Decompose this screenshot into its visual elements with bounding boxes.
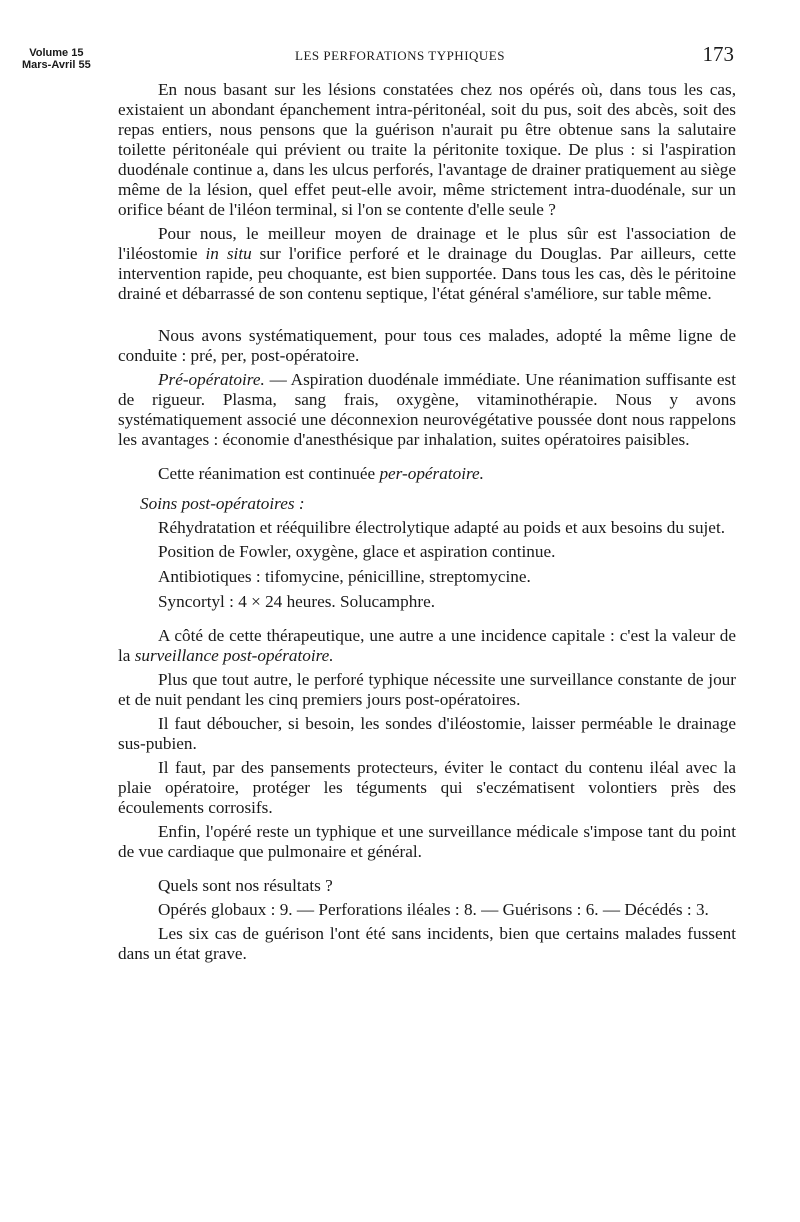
paragraph: Il faut déboucher, si besoin, les sondes d'iléostomie, laisser perméable le drainage sus-pubien. <box>118 714 736 753</box>
italic-heading: Pré-opératoire. <box>158 370 265 389</box>
paragraph: En nous basant sur les lésions constatées chez nos opérés où, dans tous les cas, existaient un abondant épanchement intra-péritonéal, soit du pus, soit des abcès, soit des repas entiers, nous pensons que la guérison n'aurait pu être obtenue sans la salutaire toilette péritonéale qui prévient ou traite la péritonite toxique. De plus : si l'aspiration duodénale continue a, dans les ulcus perforés, l'avantage de drainer pratiquement au siège même de la lésion, quel effet peut-elle avoir, même strictement intra-duodénale, sur un orifice béant de l'iléon terminal, si l'on se contente d'elle seule ? <box>118 80 736 219</box>
italic-heading: Soins post-opératoires : <box>140 494 305 513</box>
volume-label: Volume 15 <box>29 47 84 59</box>
paragraph: Enfin, l'opéré reste un typhique et une surveillance médicale s'impose tant du point de vue cardiaque que pulmonaire et général. <box>118 822 736 861</box>
paragraph: Nous avons systématiquement, pour tous ces malades, adopté la même ligne de conduite : pré, per, post-opératoire. <box>118 326 736 365</box>
italic-term: surveillance post-opératoire. <box>134 646 334 665</box>
paragraph: Il faut, par des pansements protecteurs, éviter le contact du contenu iléal avec la plaie opératoire, protéger les téguments qui s'eczématisent volontiers près des écoulements corrosifs. <box>118 758 736 817</box>
paragraph <box>118 370 736 450</box>
text-run: Cette réanimation est continuée <box>158 464 380 483</box>
text-run: Pour nous, le meilleur moyen de drainage et le plus sûr est l'association de l'iléostomie <box>118 224 736 263</box>
paragraph <box>118 464 736 484</box>
paragraph <box>118 626 736 666</box>
italic-term: per-opératoire. <box>379 464 484 483</box>
paragraph: Opérés globaux : 9. — Perforations iléales : 8. — Guérisons : 6. — Décédés : 3. <box>158 900 709 919</box>
text-run: A côté de cette thérapeutique, une autre a une incidence capitale : c'est la valeur de la <box>118 626 736 665</box>
paragraph: Les six cas de guérison l'ont été sans incidents, bien que certains malades fussent dans un état grave. <box>118 924 736 963</box>
section-heading <box>118 494 736 514</box>
paragraph: Plus que tout autre, le perforé typhique nécessite une surveillance constante de jour et de nuit pendant les cinq premiers jours post-opératoires. <box>118 670 736 709</box>
text-run: — Aspiration duodénale immédiate. Une réanimation suffisante est de rigueur. Plasma, sang frais, oxygène, vitaminothérapie. Nous y avons systématiquement associé une déconnexion neurovégétative poussée dont nous rappelons les avantages : économie d'anesthésique par inhalation, suites opératoires paisibles. <box>118 370 736 449</box>
paragraph: Réhydratation et rééquilibre électrolytique adapté au poids et aux besoins du sujet. <box>158 518 726 537</box>
page-number: 173 <box>702 42 734 66</box>
paragraph <box>118 224 736 304</box>
paragraph: Syncortyl : 4 × 24 heures. Solucamphre. <box>158 592 436 611</box>
italic-term: in situ <box>205 244 252 263</box>
issue-label: Mars-Avril 55 <box>22 59 91 71</box>
running-title: LES PERFORATIONS TYPHIQUES <box>295 48 505 63</box>
paragraph: Position de Fowler, oxygène, glace et aspiration continue. <box>158 542 556 561</box>
paragraph: Quels sont nos résultats ? <box>158 876 333 895</box>
text-run: sur l'orifice perforé et le drainage du Douglas. Par ailleurs, cette intervention rapide, peu choquante, est bien supportée. Dans tous les cas, dès le péritoine drainé et débarrassé de son contenu septique, l'état général s'améliore, sur table même. <box>118 244 736 303</box>
paragraph: Antibiotiques : tifomycine, pénicilline, streptomycine. <box>158 567 531 586</box>
article-body <box>118 80 736 968</box>
